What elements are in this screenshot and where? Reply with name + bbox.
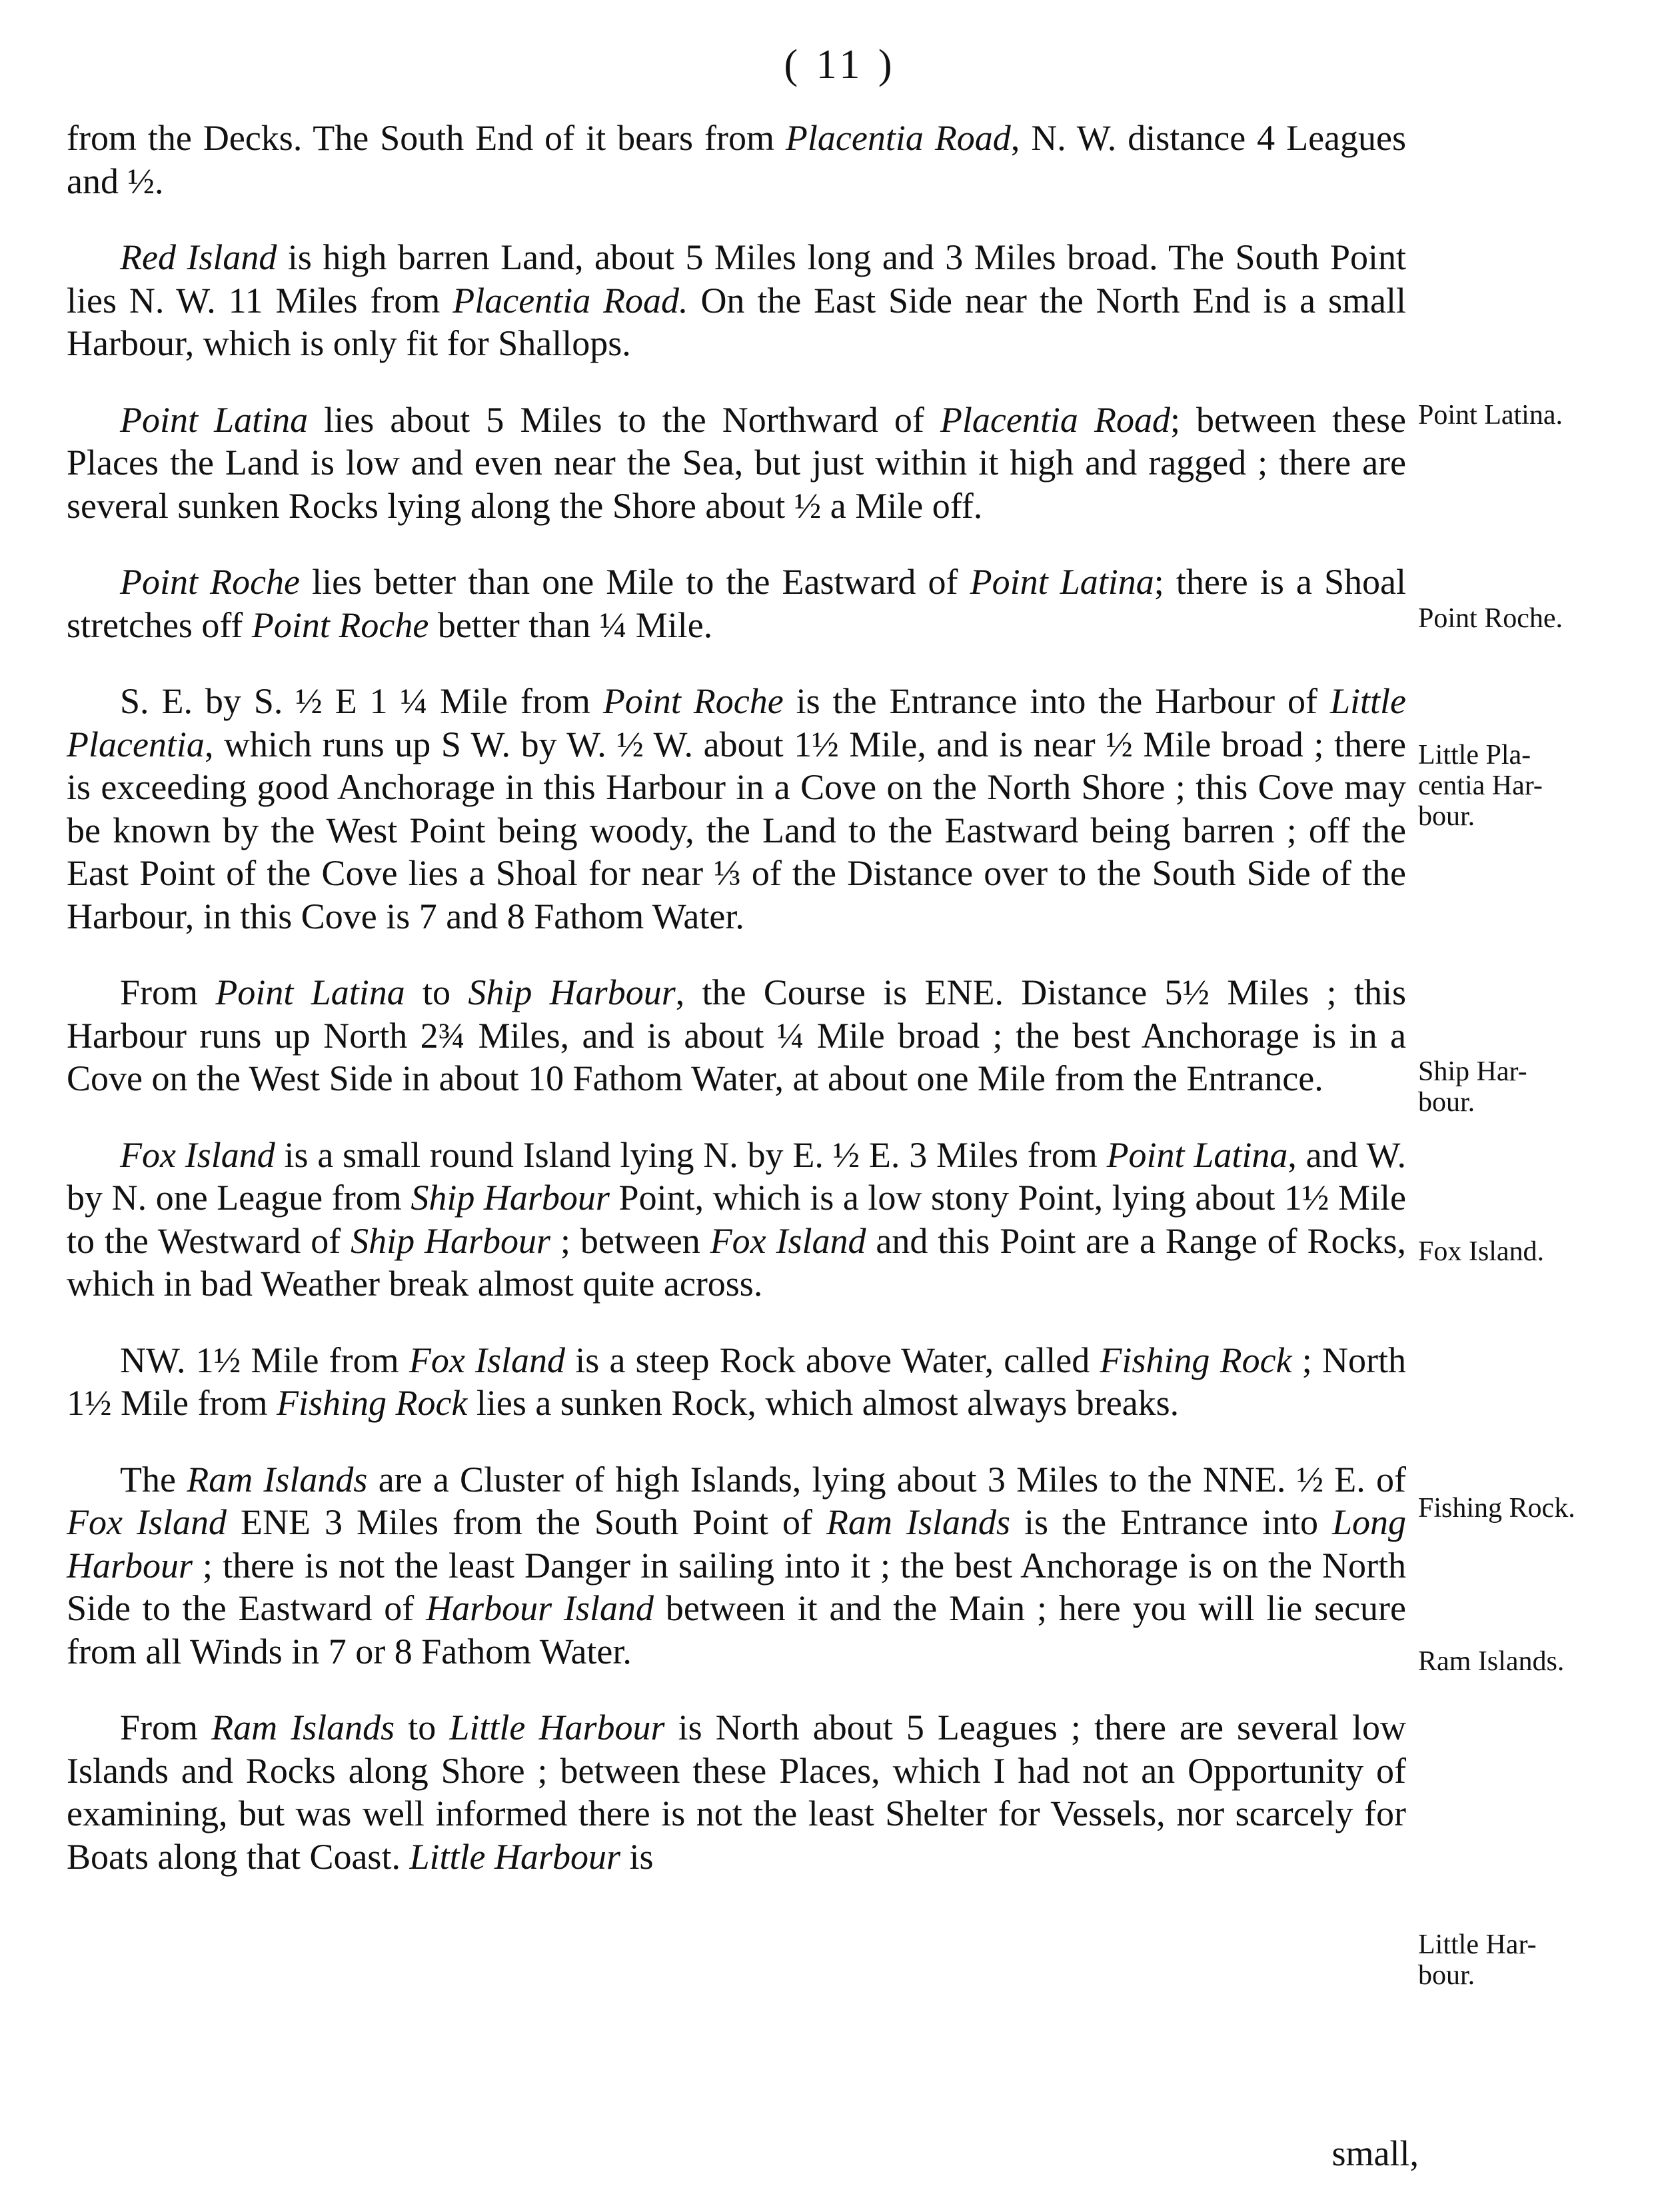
italic-run: Point Latina <box>120 399 309 440</box>
text-run: ; between <box>550 1220 710 1261</box>
text-run: is the Entrance into the Harbour of <box>783 681 1330 721</box>
text-run: and this Point are a Range of Rocks, which in bad Weather break almost quite across. <box>67 1220 1407 1304</box>
paragraph-p7 <box>67 1339 1406 1425</box>
italic-run: Harbour Island <box>426 1588 654 1628</box>
text-run: From <box>120 972 216 1012</box>
text-run: , N. W. distance 4 Leagues and ½. <box>67 118 1406 201</box>
italic-run: Placentia Road <box>940 399 1170 440</box>
text-run: From <box>120 1707 212 1747</box>
margin-note-point-latina: Point Latina. <box>1418 400 1563 431</box>
text-run: Point, which is a low stony Point, lying about 1½ Mile to the Westward of <box>67 1178 1407 1261</box>
text-run: S. E. by S. ½ E 1 ¼ Mile from <box>120 681 603 721</box>
margin-note-ship-harbour: Ship Har- bour. <box>1418 1056 1527 1118</box>
paragraph-p0 <box>67 117 1406 203</box>
italic-run: Placentia Road. <box>452 280 688 321</box>
paragraph-p4 <box>67 680 1406 938</box>
text-run: ; there is a Shoal stretches off <box>67 562 1406 645</box>
paragraph-p8 <box>67 1458 1406 1673</box>
text-run: ; between these Places the Land is low and even near the Sea, but just within it high and ragged ; there are several sunken Rocks lying along the Shore about ½ a Mile off. <box>67 399 1407 526</box>
margin-note-point-roche: Point Roche. <box>1418 603 1563 634</box>
italic-run: Fox Island <box>409 1340 565 1380</box>
italic-run: Ship Harbour <box>411 1178 610 1218</box>
text-run: , which runs up S W. by W. ½ W. about 1½ Mile, and is near ½ Mile broad ; there is exceeding good Anchorage in this Harbour in a Cove on the North Shore ; this Cove may be known by the West Point being woody, the Land to the Eastward being barren ; off the East Point of the Cove lies a Shoal for near ⅓ of the Distance over to the South Side of the Harbour, in this Cove is 7 and 8 Fathom Water. <box>67 724 1406 936</box>
italic-run: Ram Islands <box>826 1502 1011 1542</box>
italic-run: Point Latina <box>970 562 1154 602</box>
text-run: ; there is not the least Danger in sailing into it ; the best Anchorage is on the North Side to the Eastward of <box>67 1545 1406 1628</box>
text-run: is a steep Rock above Water, called <box>565 1340 1100 1380</box>
italic-run: Fishing Rock <box>276 1383 468 1423</box>
italic-run: Fox Island <box>710 1220 866 1261</box>
italic-run: Fox Island <box>120 1134 275 1175</box>
text-run: is high barren Land, about 5 Miles long and 3 Miles broad. The South Point lies N. W. 11 Miles from <box>67 237 1406 321</box>
page-number: ( 11 ) <box>784 42 896 87</box>
text-run: is the Entrance into <box>1010 1502 1332 1542</box>
italic-run: Little Placentia <box>67 681 1406 764</box>
italic-run: Long Harbour <box>67 1502 1407 1586</box>
paragraph-p6 <box>67 1134 1406 1306</box>
text-run: ENE 3 Miles from the South Point of <box>226 1502 827 1542</box>
text-run: to <box>405 972 468 1012</box>
catchword: small, <box>1331 2133 1419 2173</box>
italic-run: Little Harbour <box>409 1836 620 1877</box>
text-run: better than ¼ Mile. <box>428 604 713 645</box>
paragraph-p5 <box>67 971 1406 1100</box>
text-run: ; North 1½ Mile from <box>67 1340 1406 1423</box>
text-run: The <box>120 1459 187 1500</box>
text-run: is <box>620 1836 654 1877</box>
paragraph-p3 <box>67 560 1406 646</box>
text-run: On the East Side near the North End is a small Harbour, which is only fit for Shallops. <box>67 280 1406 363</box>
italic-run: Point Roche <box>251 604 429 645</box>
paragraph-p9 <box>67 1706 1406 1878</box>
margin-note-fox-island: Fox Island. <box>1418 1236 1544 1267</box>
text-run: , the Course is ENE. Distance 5½ Miles ; this Harbour runs up North 2¾ Miles, and is about ¼ Mile broad ; the best Anchorage is in a Cove on the West Side in about 10 Fathom Water, at about one Mile from the Entrance. <box>67 972 1406 1098</box>
margin-note-fishing-rock: Fishing Rock. <box>1418 1493 1575 1524</box>
text-run: lies about 5 Miles to the Northward of <box>308 399 940 440</box>
italic-run: Point Latina <box>1106 1134 1288 1175</box>
paragraph-p2 <box>67 399 1406 528</box>
text-run: is North about 5 Leagues ; there are several low Islands and Rocks along Shore ; between these Places, which I had not an Opportunity of examining, but was well informed there is not the least Shelter for Vessels, nor scarcely for Boats along that Coast. <box>67 1707 1406 1877</box>
italic-run: Point Latina <box>215 972 405 1012</box>
italic-run: Point Roche <box>602 681 784 721</box>
italic-run: Ship Harbour <box>468 972 676 1012</box>
text-run: from the Decks. The South End of it bears from <box>67 118 786 158</box>
text-run: , and W. by N. one League from <box>67 1134 1406 1218</box>
text-run: are a Cluster of high Islands, lying about 3 Miles to the NNE. ½ E. of <box>367 1459 1407 1500</box>
italic-run: Fishing Rock <box>1100 1340 1292 1380</box>
italic-run: Ram Islands <box>211 1707 395 1747</box>
text-run: NW. 1½ Mile from <box>120 1340 409 1380</box>
italic-run: Point Roche <box>120 562 300 602</box>
text-run: lies better than one Mile to the Eastward of <box>300 562 970 602</box>
text-column <box>67 117 1406 1911</box>
italic-run: Ship Harbour <box>351 1220 551 1261</box>
italic-run: Ram Islands <box>187 1459 368 1500</box>
text-run: is a small round Island lying N. by E. ½ E. 3 Miles from <box>275 1134 1107 1175</box>
text-run: to <box>395 1707 450 1747</box>
text-run: between it and the Main ; here you will lie secure from all Winds in 7 or 8 Fathom Water. <box>67 1588 1406 1671</box>
text-run: lies a sunken Rock, which almost always breaks. <box>467 1383 1180 1423</box>
margin-note-little-placentia: Little Pla- centia Har- bour. <box>1418 740 1543 832</box>
italic-run: Placentia Road <box>785 118 1011 158</box>
italic-run: Fox Island <box>67 1502 227 1542</box>
italic-run: Red Island <box>120 237 277 277</box>
margin-note-ram-islands: Ram Islands. <box>1418 1646 1565 1677</box>
italic-run: Little Harbour <box>449 1707 665 1747</box>
margin-note-little-harbour: Little Har- bour. <box>1418 1929 1537 1991</box>
paragraph-p1 <box>67 236 1406 365</box>
